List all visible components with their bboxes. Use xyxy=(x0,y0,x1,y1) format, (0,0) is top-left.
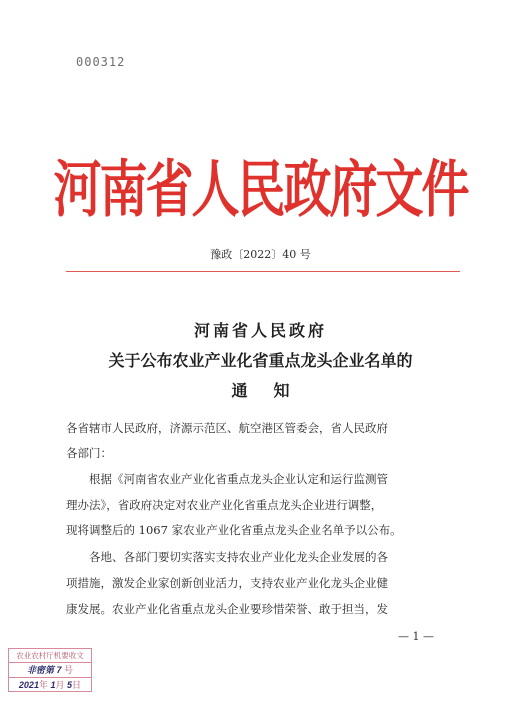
title-line-1: 河南省人民政府 xyxy=(193,321,327,340)
body-line: 各省辖市人民政府，济源示范区、航空港区管委会，省人民政府 xyxy=(66,421,388,435)
title-line-2: 关于公布农业产业化省重点龙头企业名单的 xyxy=(108,351,413,370)
body-line: 各地、各部门要切实落实支持农业产业化龙头企业发展的各 xyxy=(89,550,388,564)
body-line: 现将调整后的 1067 家农业产业化省重点龙头企业名单予以公布。 xyxy=(66,523,402,537)
stamp-number-suffix: 号 xyxy=(64,665,74,675)
serial-number: 000312 xyxy=(76,55,126,69)
body-line: 各部门： xyxy=(66,446,112,460)
stamp-handwritten-number: 7 xyxy=(56,665,62,675)
stamp-date-row xyxy=(9,678,91,692)
document-masthead: 河南省人民政府文件 xyxy=(53,154,468,226)
body-line: 项措施，激发企业家创新创业活力，支持农业产业化龙头企业健 xyxy=(66,576,388,590)
stamp-year-unit: 年 xyxy=(38,680,48,690)
stamp-handwritten-classification: 非密第 xyxy=(26,665,54,675)
document-number: 豫政〔2022〕40 号 xyxy=(210,248,311,261)
receipt-stamp xyxy=(8,648,92,692)
stamp-number-row xyxy=(9,663,91,678)
header-divider xyxy=(66,271,460,272)
stamp-day-unit: 日 xyxy=(72,680,82,690)
stamp-day: 5 xyxy=(67,680,73,690)
stamp-header: 农业农村厅机要收文 xyxy=(9,650,91,663)
page-number: — 1 — xyxy=(398,630,434,643)
stamp-year: 2021 xyxy=(18,680,39,690)
body-line: 康发展。农业产业化省重点龙头企业要珍惜荣誉、敢于担当，发 xyxy=(66,602,388,616)
title-line-3: 通知 xyxy=(231,381,316,400)
stamp-month: 1 xyxy=(50,680,56,690)
stamp-month-unit: 月 xyxy=(55,680,65,690)
body-line: 根据《河南省农业产业化省重点龙头企业认定和运行监测管 xyxy=(89,472,388,486)
body-line: 理办法》，省政府决定对农业产业化省重点龙头企业进行调整， xyxy=(66,498,383,512)
